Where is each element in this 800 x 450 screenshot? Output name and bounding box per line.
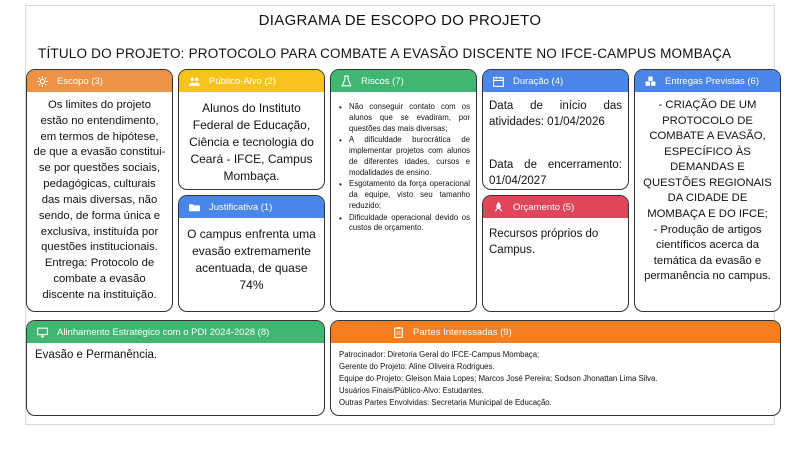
escopo-entrega: Entrega: Protocolo de combate a evasão discente na instituição. bbox=[42, 257, 157, 301]
list-item: Usuários Finais/Público-Alvo: Estudantes. bbox=[339, 386, 484, 396]
card-alinhamento bbox=[26, 320, 325, 416]
card-escopo bbox=[26, 69, 173, 312]
card-publico-title: Público-Alvo (2) bbox=[209, 75, 277, 87]
card-duracao-title: Duração (4) bbox=[513, 75, 564, 87]
card-justificativa-title: Justificativa (1) bbox=[209, 201, 273, 213]
card-riscos-title: Riscos (7) bbox=[361, 75, 404, 87]
card-orcamento-header bbox=[483, 196, 628, 218]
list-item: • Esgotamento da força operacional da equipe, visto seu tamanho reduzido; bbox=[337, 179, 470, 211]
folder-icon bbox=[187, 200, 201, 214]
entregas-item-1: - CRIAÇÃO DE UM PROTOCOLO DE COMBATE A EVASÃO, ESPECÍFICO ÀS DEMANDAS E QUESTÕES REGIONAIS DA CIDADE DE MOMBAÇA E DO IFCE; bbox=[643, 99, 772, 221]
gear-icon bbox=[35, 74, 49, 88]
list-item: • A dificuldade burocrática de implementar projetos com alunos de diferentes idades, cursos e modalidades de ensino. bbox=[337, 135, 470, 178]
card-duracao-header bbox=[483, 70, 628, 92]
orcamento-text: Recursos próprios do Campus. bbox=[489, 228, 599, 257]
escopo-text: Os limites do projeto estão no entendimento, em termos de hipótese, de que a evasão constitui-se por questões sociais, pedagógicas, culturais das mais diversas, não sendo, de forma única e exclusiva, instituída por questões institucionais. bbox=[33, 99, 166, 254]
card-entregas bbox=[634, 69, 781, 312]
people-icon bbox=[187, 74, 201, 88]
monitor-icon bbox=[35, 325, 49, 339]
card-partes-interessadas bbox=[330, 320, 781, 416]
list-item: • Não conseguir contato com os alunos que se evadiram, por questões das mais diversas; bbox=[337, 102, 470, 134]
card-orcamento bbox=[482, 195, 629, 312]
card-partes-title: Partes Interessadas (9) bbox=[413, 326, 512, 338]
diagram-title: DIAGRAMA DE ESCOPO DO PROJETO bbox=[258, 12, 542, 29]
card-publico-header bbox=[179, 70, 324, 92]
duracao-encerramento: Data de encerramento: 01/04/2027 bbox=[489, 158, 622, 187]
card-publico-alvo bbox=[178, 69, 325, 190]
entregas-item-2: - Produção de artigos científicos acerca da temática da evasão e permanência no campus. bbox=[644, 223, 771, 283]
card-partes-header bbox=[331, 321, 780, 343]
list-item: Gerente do Projeto: Aline Oliveira Rodrigues. bbox=[339, 362, 495, 372]
card-escopo-header bbox=[27, 70, 172, 92]
card-alinhamento-title: Alinhamento Estratégico com o PDI 2024-2028 (8) bbox=[57, 326, 270, 338]
card-alinhamento-header bbox=[27, 321, 324, 343]
list-item: Outras Partes Envolvidas: Secretaria Municipal de Educação. bbox=[339, 398, 552, 408]
list-item: Equipe do Projeto: Gleison Maia Lopes; Marcos José Pereira; Sodson Jhonattan Lima Silva. bbox=[339, 374, 658, 384]
list-item: Patrocinador: Diretoria Geral do IFCE-Campus Mombaça; bbox=[339, 350, 540, 359]
boxes-icon bbox=[643, 74, 657, 88]
card-riscos bbox=[330, 69, 477, 312]
card-riscos-header bbox=[331, 70, 476, 92]
card-entregas-header bbox=[635, 70, 780, 92]
card-escopo-title: Escopo (3) bbox=[57, 75, 103, 87]
rocket-icon bbox=[491, 200, 505, 214]
card-orcamento-title: Orçamento (5) bbox=[513, 201, 575, 213]
justificativa-text: O campus enfrenta uma evasão extremamente acentuada, de quase 74% bbox=[187, 227, 316, 293]
card-justificativa bbox=[178, 195, 325, 312]
flask-icon bbox=[339, 74, 353, 88]
clipboard-icon bbox=[391, 325, 405, 339]
alinhamento-text: Evasão e Permanência. bbox=[35, 349, 158, 361]
risk-list bbox=[337, 102, 470, 234]
card-entregas-title: Entregas Previstas (6) bbox=[665, 75, 759, 87]
calendar-icon bbox=[491, 74, 505, 88]
list-item: • Dificuldade operacional devido os custos de orçamento. bbox=[337, 213, 470, 235]
card-duracao bbox=[482, 69, 629, 190]
card-justificativa-header bbox=[179, 196, 324, 218]
publico-text: Alunos do Instituto Federal de Educação, Ciência e tecnologia do Ceará - IFCE, Campus Mombaça. bbox=[189, 101, 314, 184]
duracao-inicio: Data de início das atividades: 01/04/2026 bbox=[489, 100, 622, 129]
project-title: TÍTULO DO PROJETO: PROTOCOLO PARA COMBATE A EVASÃO DISCENTE NO IFCE-CAMPUS MOMBAÇA bbox=[38, 46, 732, 61]
